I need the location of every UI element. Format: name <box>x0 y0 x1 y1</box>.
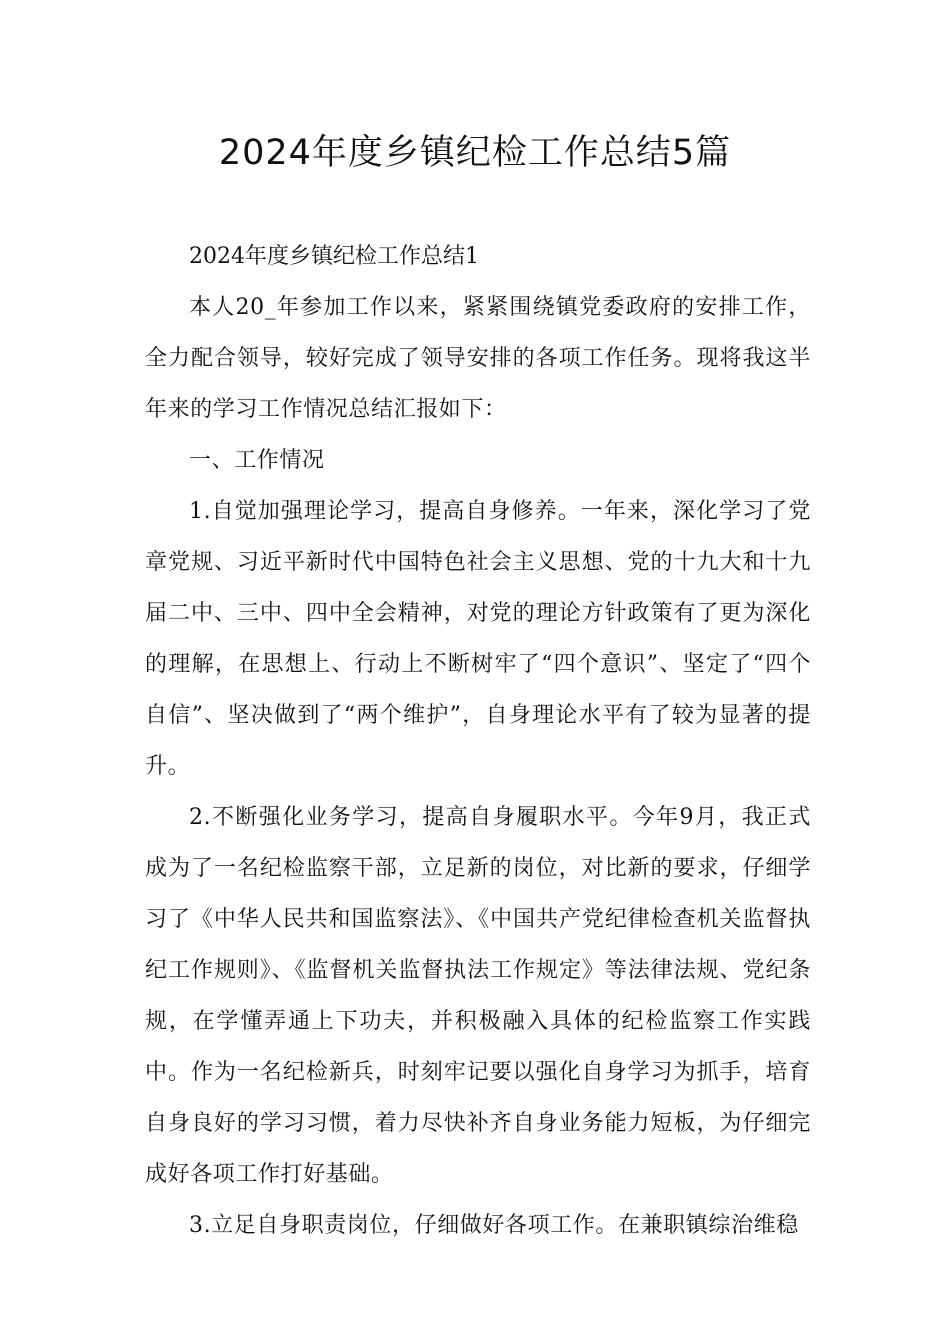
document-body <box>145 231 811 1251</box>
section-heading: 一、工作情况 <box>189 448 325 473</box>
section-subtitle: 2024年度乡镇纪检工作总结1 <box>189 244 479 269</box>
document-title: 2024年度乡镇纪检工作总结5篇 <box>218 133 732 173</box>
intro-paragraph: 本人20_年参加工作以来，紧紧围绕镇党委政府的安排工作，全力配合领导，较好完成了领导安排的各项工作任务。现将我这半年来的学习工作情况总结汇报如下： <box>145 295 811 422</box>
paragraph-item-3: 3.立足自身职责岗位，仔细做好各项工作。在兼职镇综治维稳 <box>189 1213 799 1238</box>
paragraph-item-2: 2.不断强化业务学习，提高自身履职水平。今年9月，我正式成为了一名纪检监察干部，立足新的岗位，对比新的要求，仔细学习了《中华人民共和国监察法》、《中国共产党纪律检查机关监督执纪工作规则》、《监督机关监督执法工作规定》等法律法规、党纪条规，在学懂弄通上下功夫，并积极融入具体的纪检监察工作实践中。作为一名纪检新兵，时刻牢记要以强化自身学习为抓手，培育自身良好的学习习惯，着力尽快补齐自身业务能力短板，为仔细完成好各项工作打好基础。 <box>145 805 811 1187</box>
paragraph-item-1: 1.自觉加强理论学习，提高自身修养。一年来，深化学习了党章党规、习近平新时代中国特色社会主义思想、党的十九大和十九届二中、三中、四中全会精神，对党的理论方针政策有了更为深化的理解，在思想上、行动上不断树牢了“四个意识”、坚定了“四个自信”、坚决做到了“两个维护”，自身理论水平有了较为显著的提升。 <box>145 499 811 779</box>
